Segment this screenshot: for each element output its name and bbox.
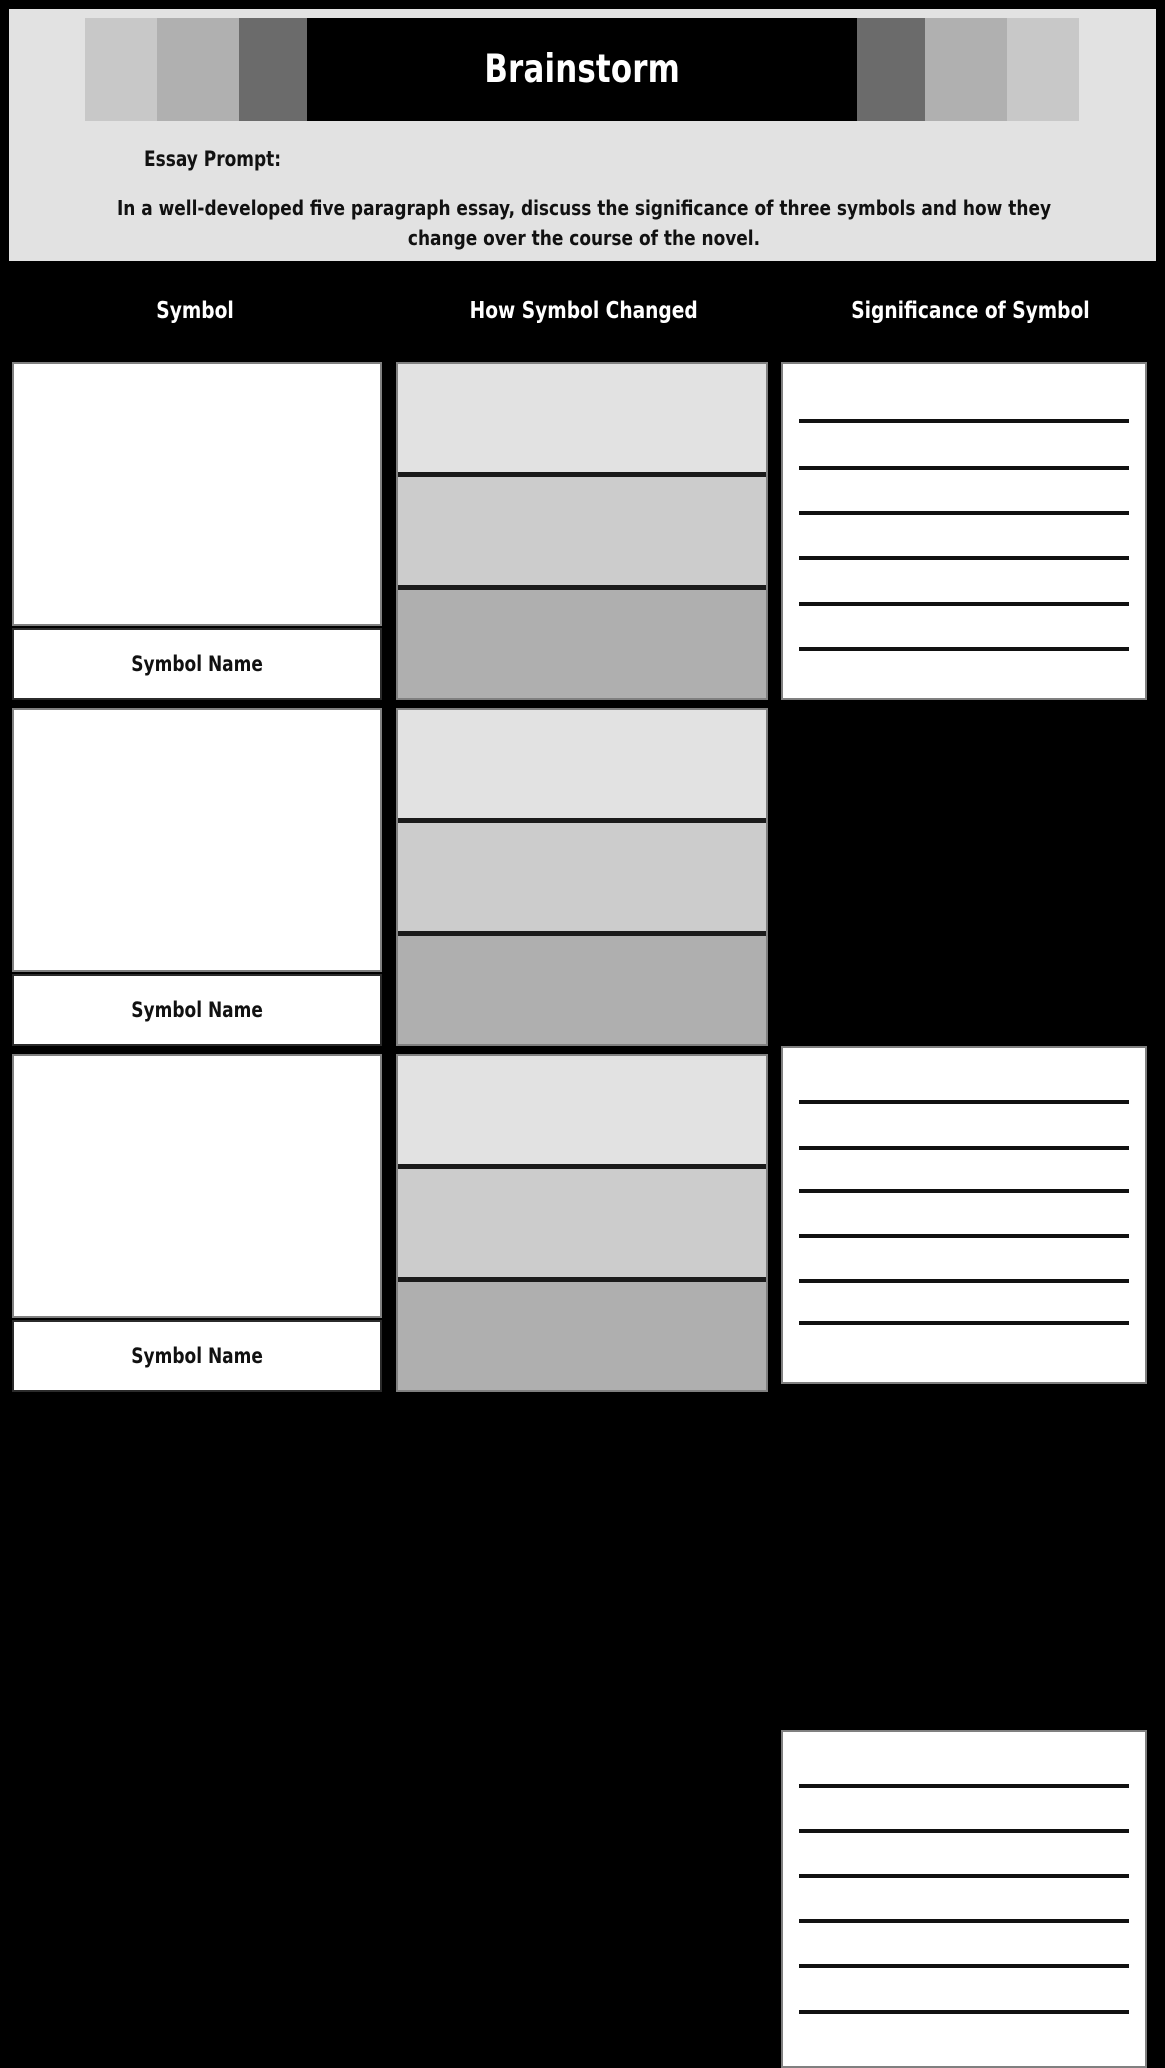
table-row[interactable] xyxy=(12,1054,382,1392)
page-title: Brainstorm xyxy=(484,47,680,92)
table-row[interactable] xyxy=(12,362,382,700)
writing-line xyxy=(799,511,1129,515)
change-band-stage-1[interactable] xyxy=(398,1056,766,1164)
symbol-image-placeholder[interactable] xyxy=(12,362,382,626)
writing-line xyxy=(799,1964,1129,1968)
writing-line xyxy=(799,556,1129,560)
writing-line xyxy=(799,1321,1129,1325)
change-band-stage-3[interactable] xyxy=(398,931,766,1044)
change-band-stage-3[interactable] xyxy=(398,1277,766,1390)
significance-cell[interactable] xyxy=(781,1046,1147,1384)
banner-segment-right-medium xyxy=(925,18,1007,121)
writing-line xyxy=(799,419,1129,423)
change-band-stage-2[interactable] xyxy=(398,472,766,585)
column-header-significance-of-symbol-label: Significance of Symbol xyxy=(850,297,1090,324)
banner-title-bar xyxy=(307,18,857,121)
writing-line xyxy=(799,1234,1129,1238)
change-band-stage-2[interactable] xyxy=(398,1164,766,1277)
writing-line xyxy=(799,1189,1129,1193)
how-symbol-changed-cell[interactable] xyxy=(396,362,768,700)
writing-line xyxy=(799,1146,1129,1150)
symbol-name-label: Symbol Name xyxy=(131,1344,263,1368)
writing-line xyxy=(799,2010,1129,2014)
writing-line xyxy=(799,602,1129,606)
symbol-image-placeholder[interactable] xyxy=(12,1054,382,1318)
writing-line xyxy=(799,647,1129,651)
how-symbol-changed-cell[interactable] xyxy=(396,708,768,1046)
symbol-name-box[interactable] xyxy=(12,628,382,700)
symbol-name-box[interactable] xyxy=(12,974,382,1046)
symbol-name-box[interactable] xyxy=(12,1320,382,1392)
change-band-stage-1[interactable] xyxy=(398,364,766,472)
column-header-symbol-label: Symbol xyxy=(156,297,235,324)
symbol-image-placeholder[interactable] xyxy=(12,708,382,972)
column-header-significance-of-symbol xyxy=(784,268,1156,353)
symbol-name-label: Symbol Name xyxy=(131,652,263,676)
writing-line xyxy=(799,1919,1129,1923)
writing-line xyxy=(799,1100,1129,1104)
table-body xyxy=(0,0,366,1368)
significance-cell[interactable] xyxy=(781,362,1147,700)
banner-segment-right-dark xyxy=(857,18,925,121)
symbol-name-label: Symbol Name xyxy=(131,998,263,1022)
writing-line xyxy=(799,1279,1129,1283)
column-header-how-symbol-changed-label: How Symbol Changed xyxy=(469,297,699,324)
change-band-stage-3[interactable] xyxy=(398,585,766,698)
change-band-stage-1[interactable] xyxy=(398,710,766,818)
table-row[interactable] xyxy=(12,708,382,1046)
writing-line xyxy=(799,1829,1129,1833)
writing-line xyxy=(799,1784,1129,1788)
writing-line xyxy=(799,466,1129,470)
essay-prompt-label: Essay Prompt: xyxy=(144,147,282,171)
banner-segment-right-light xyxy=(1007,18,1079,121)
significance-cell[interactable] xyxy=(781,1730,1147,2068)
writing-line xyxy=(799,1874,1129,1878)
change-band-stage-2[interactable] xyxy=(398,818,766,931)
how-symbol-changed-cell[interactable] xyxy=(396,1054,768,1392)
essay-prompt-text: In a well-developed five paragraph essay, discuss the significance of three symbols and how they change over the course of the novel. xyxy=(116,196,1052,250)
column-header-how-symbol-changed xyxy=(391,268,777,353)
